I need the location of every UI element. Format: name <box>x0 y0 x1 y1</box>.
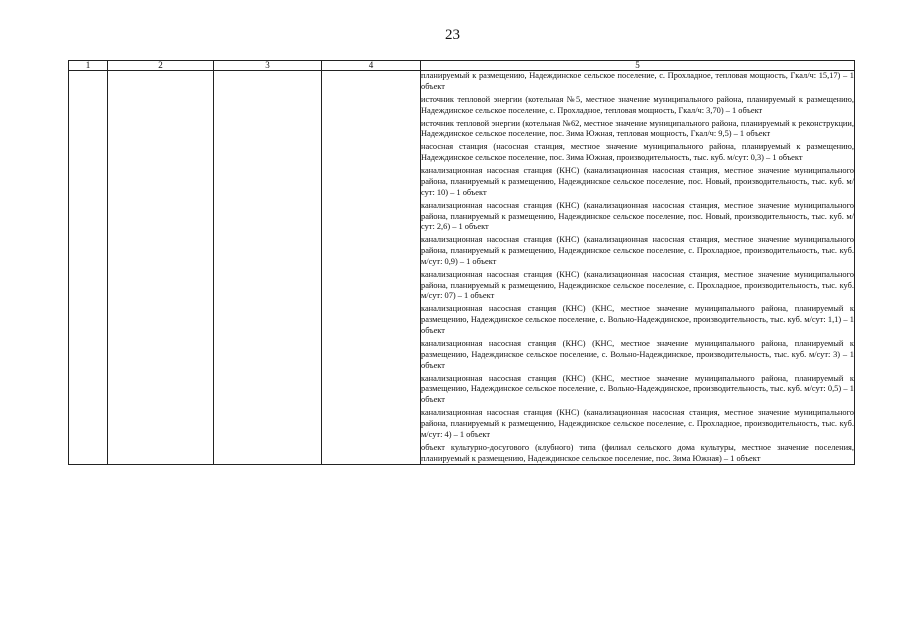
table-cell-col4 <box>322 71 421 465</box>
list-item: канализационная насосная станция (КНС) (канализационная насосная станция, местное значение муниципального района, планируемый к размещению, Надеждинское сельское поселение, пос. Новый, производительность, тыс. куб. м/сут: 2,6) – 1 объект <box>421 200 854 232</box>
list-item: канализационная насосная станция (КНС) (КНС, местное значение муниципального района, планируемый к размещению, Надеждинское сельское поселение, с. Вольно-Надеждинское, производительность, тыс. куб. м/сут: 1,1) – 1 объект <box>421 304 854 336</box>
table-row <box>69 71 855 465</box>
column-header-3: 3 <box>214 61 322 71</box>
list-item: канализационная насосная станция (КНС) (КНС, местное значение муниципального района, планируемый к размещению, Надеждинское сельское поселение, с. Вольно-Надеждинское, производительность, тыс. куб. м/сут: 0,5) – 1 объект <box>421 373 854 405</box>
list-item: планируемый к размещению, Надеждинское сельское поселение, с. Прохладное, тепловая мощность, Гкал/ч: 15,17) – 1 объект <box>421 71 854 91</box>
column-header-4: 4 <box>322 61 421 71</box>
list-item: источник тепловой энергии (котельная №5, местное значение муниципального района, планируемый к размещению, Надеждинское сельское поселение, с. Прохладное, тепловая мощность, Гкал/ч: 3,70) – 1 объект <box>421 94 854 115</box>
list-item: канализационная насосная станция (КНС) (канализационная насосная станция, местное значение муниципального района, планируемый к размещению, Надеждинское сельское поселение, с. Прохладное, производительность, тыс. куб. м/сут: 07) – 1 объект <box>421 269 854 301</box>
table-cell-col3 <box>214 71 322 465</box>
list-item: канализационная насосная станция (КНС) (канализационная насосная станция, местное значение муниципального района, планируемый к размещению, Надеждинское сельское поселение, с. Прохладное, производительность, тыс. куб. м/сут: 0,9) – 1 объект <box>421 235 854 266</box>
list-item: источник тепловой энергии (котельная №62, местное значение муниципального района, планируемый к реконструкции, Надеждинское сельское поселение, пос. Зима Южная, тепловая мощность, Гкал/ч: 9,5) – 1 объект <box>421 118 854 139</box>
table-cell-col1 <box>69 71 108 465</box>
column-header-1: 1 <box>69 61 108 71</box>
column-header-2: 2 <box>108 61 214 71</box>
list-item: объект культурно-досугового (клубного) типа (филиал сельского дома культуры, местное значение поселения, планируемый к размещению, Надеждинское сельское поселение, пос. Зима Южная) – 1 объект <box>421 442 854 463</box>
list-item: канализационная насосная станция (КНС) (канализационная насосная станция, местное значение муниципального района, планируемый к размещению, Надеждинское сельское поселение, пос. Новый, производительность, тыс. куб. м/сут: 10) – 1 объект <box>421 166 854 197</box>
page-number: 23 <box>445 27 460 43</box>
table-header-row <box>69 61 855 71</box>
list-item: насосная станция (насосная станция, местное значение муниципального района, планируемый к размещению, Надеждинское сельское поселение, пос. Зима Южная, производительность, тыс. куб. м/сут: 0,3) – 1 объект <box>421 142 854 163</box>
document-table <box>68 60 855 465</box>
column-header-5: 5 <box>421 61 855 71</box>
list-item: канализационная насосная станция (КНС) (канализационная насосная станция, местное значение муниципального района, планируемый к размещению, Надеждинское сельское поселение, с. Прохладное, производительность, тыс. куб. м/сут: 4) – 1 объект <box>421 408 854 439</box>
table-cell-col2 <box>108 71 214 465</box>
list-item: канализационная насосная станция (КНС) (КНС, местное значение муниципального района, планируемый к размещению, Надеждинское сельское поселение, с. Вольно-Надеждинское, производительность, тыс. куб. м/сут: 3) – 1 объект <box>421 339 854 370</box>
table-cell-col5 <box>421 71 855 465</box>
